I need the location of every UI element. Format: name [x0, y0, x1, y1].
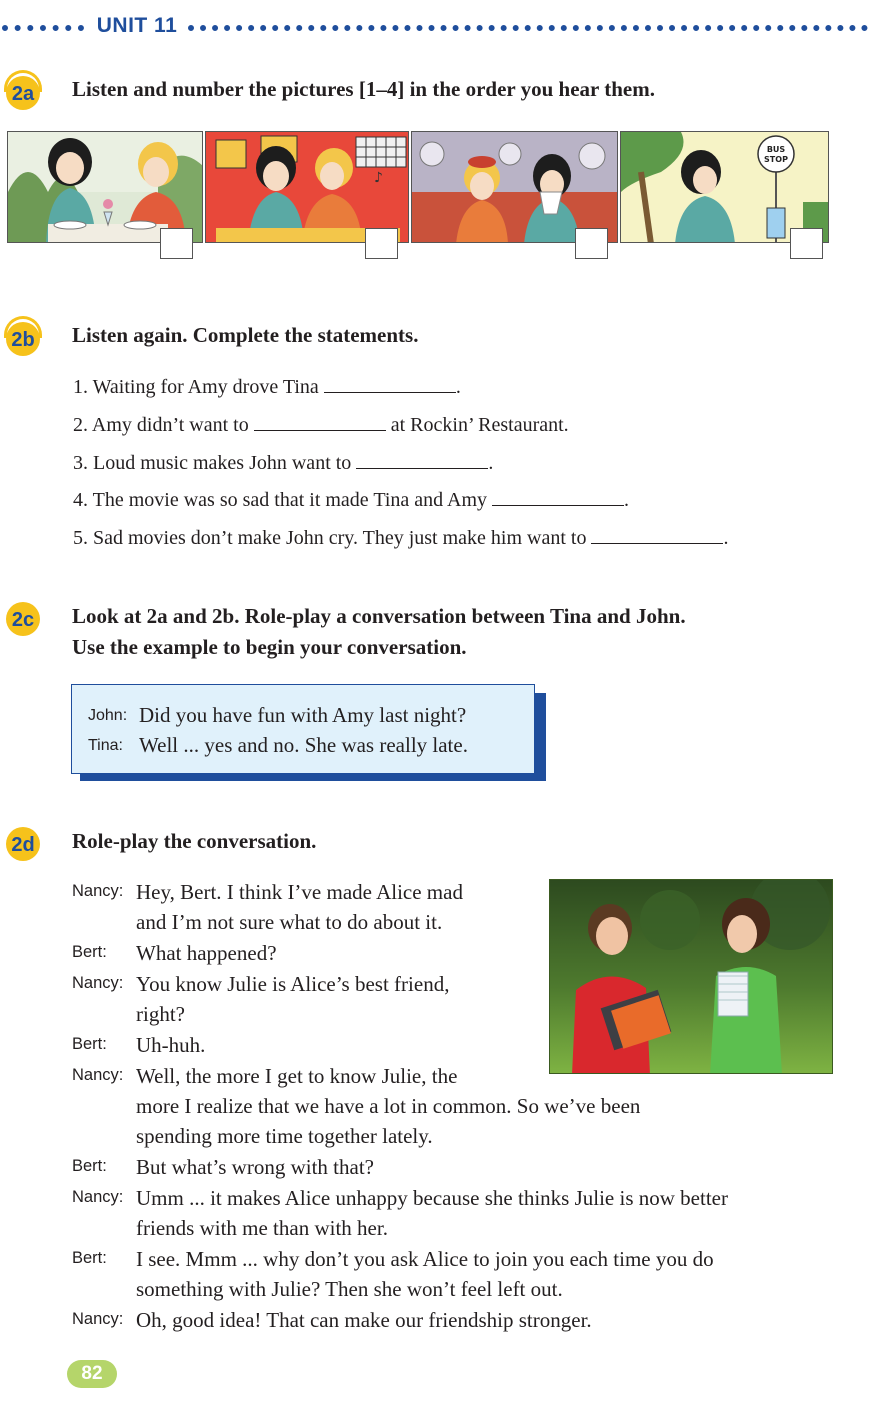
unit-title: UNIT 11 [96, 14, 178, 37]
answer-box-4[interactable] [790, 228, 823, 259]
answer-blank-2[interactable] [254, 412, 386, 431]
statement-1: 1. Waiting for Amy drove Tina . [73, 376, 461, 398]
section-badge-2b: 2b [6, 322, 40, 356]
dialogue-line: right? [136, 1002, 185, 1026]
speaker-nancy-2: Nancy: [72, 974, 124, 992]
statement-2: 2. Amy didn’t want to at Rockin’ Restaurant. [73, 414, 569, 436]
header-dots-right [188, 25, 868, 31]
section-badge-2d: 2d [6, 827, 40, 861]
bus-stop-sign-line2: STOP [764, 155, 788, 164]
picture-movie-theater [411, 131, 618, 243]
speaker-nancy-3: Nancy: [72, 1066, 124, 1084]
photo-two-students [549, 879, 833, 1074]
statement-3: 3. Loud music makes John want to . [73, 452, 494, 474]
dialogue-line: Hey, Bert. I think I’ve made Alice mad [136, 880, 463, 904]
instruction-2c-line1: Look at 2a and 2b. Role-play a conversation between Tina and John. [72, 604, 686, 628]
picture-bus-stop [620, 131, 829, 243]
statement-4: 4. The movie was so sad that it made Tina and Amy . [73, 489, 630, 511]
dialogue-line: Uh-huh. [136, 1033, 206, 1057]
answer-blank-4[interactable] [492, 487, 624, 506]
dialogue-line: I see. Mmm ... why don’t you ask Alice to join you each time you do [136, 1247, 714, 1271]
page-number: 82 [67, 1360, 117, 1388]
speaker-bert-2: Bert: [72, 1035, 107, 1053]
answer-blank-1[interactable] [324, 374, 456, 393]
svg-text:♪: ♪ [374, 170, 383, 186]
speaker-nancy-1: Nancy: [72, 882, 124, 900]
dialogue-line: spending more time together lately. [136, 1124, 433, 1148]
answer-box-3[interactable] [575, 228, 608, 259]
dialogue-line: But what’s wrong with that? [136, 1155, 374, 1179]
example-speaker-tina: Tina: [88, 737, 123, 754]
answer-box-2[interactable] [365, 228, 398, 259]
speaker-bert-1: Bert: [72, 943, 107, 961]
answer-blank-3[interactable] [356, 450, 488, 469]
instruction-2c-line2: Use the example to begin your conversation. [72, 635, 467, 659]
dialogue-line: more I realize that we have a lot in common. So we’ve been [136, 1094, 641, 1118]
example-conversation-box [71, 684, 535, 774]
section-badge-2c: 2c [6, 602, 40, 636]
instruction-2d: Role-play the conversation. [72, 829, 317, 853]
speaker-bert-3: Bert: [72, 1157, 107, 1175]
speaker-nancy-5: Nancy: [72, 1310, 124, 1328]
dialogue-line: something with Julie? Then she won’t feel left out. [136, 1277, 563, 1301]
picture-rock-restaurant [205, 131, 409, 243]
example-speaker-john: John: [88, 707, 128, 724]
instruction-2a: Listen and number the pictures [1–4] in the order you hear them. [72, 77, 655, 101]
dialogue-line: friends with me than with her. [136, 1216, 388, 1240]
instruction-2b: Listen again. Complete the statements. [72, 323, 419, 347]
header-dots-left [2, 25, 84, 31]
dialogue-line: You know Julie is Alice’s best friend, [136, 972, 450, 996]
statement-5: 5. Sad movies don’t make John cry. They just make him want to . [73, 527, 729, 549]
dialogue-line: What happened? [136, 941, 277, 965]
example-line-john: Did you have fun with Amy last night? [139, 703, 467, 727]
speaker-nancy-4: Nancy: [72, 1188, 124, 1206]
example-line-tina: Well ... yes and no. She was really late. [139, 733, 468, 757]
section-badge-2a: 2a [6, 76, 40, 110]
answer-blank-5[interactable] [591, 525, 723, 544]
dialogue-line: Umm ... it makes Alice unhappy because she thinks Julie is now better [136, 1186, 728, 1210]
dialogue-line: and I’m not sure what to do about it. [136, 910, 443, 934]
answer-box-1[interactable] [160, 228, 193, 259]
picture-restaurant [7, 131, 203, 243]
dialogue-line: Well, the more I get to know Julie, the [136, 1064, 458, 1088]
dialogue-line: Oh, good idea! That can make our friendship stronger. [136, 1308, 592, 1332]
speaker-bert-4: Bert: [72, 1249, 107, 1267]
bus-stop-sign-line1: BUS [766, 145, 786, 154]
